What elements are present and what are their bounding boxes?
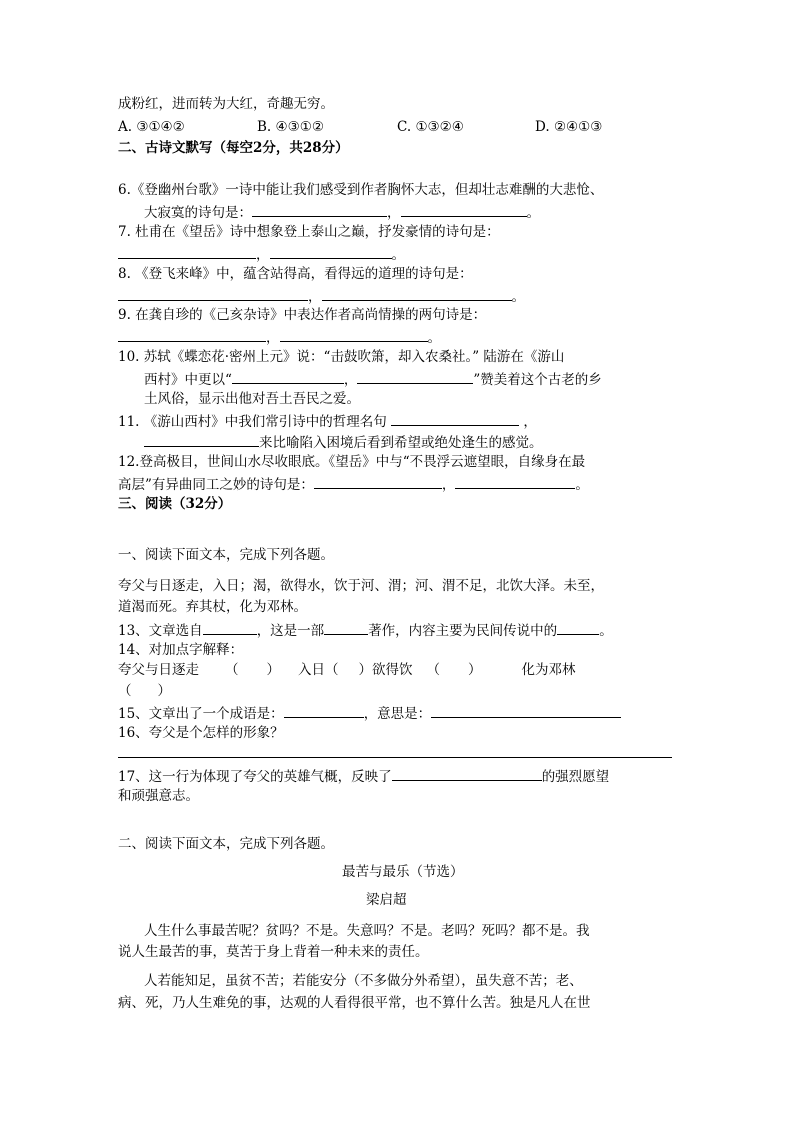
q13-blank-3[interactable] — [557, 619, 599, 635]
reading2-title: 最苦与最乐（节选） — [342, 864, 464, 880]
section3-heading: 三、阅读（32分） — [118, 496, 232, 512]
q8-blank-1[interactable] — [118, 285, 308, 301]
q12-line1: 12.登高极目，世间山水尽收眼底。《望岳》中与“不畏浮云遮望眼，自缘身在最 — [118, 454, 586, 470]
q8-blank-2[interactable] — [322, 285, 512, 301]
q10-blank-1[interactable] — [232, 368, 344, 384]
reading1-passage-line1: 夸父与日逐走，入日；渴，欲得水，饮于河、渭；河、渭不足，北饮大泽。未至， — [118, 578, 604, 594]
q13-line: 13、文章选自 ，这是一部 著作，内容主要为民间传说中的 。 — [118, 619, 613, 641]
q10-line3: 土风俗，显示出他对吾土吾民之爱。 — [144, 391, 360, 407]
q9-blank-2[interactable] — [280, 326, 428, 342]
q6-line1: 6.《登幽州台歌》一诗中能让我们感受到作者胸怀大志，但却壮志难酬的大悲怆、 — [118, 182, 604, 198]
q12-line2: 高层”有异曲同工之妙的诗句是： ， 。 — [118, 473, 589, 495]
q7-line1: 7. 杜甫在《望岳》诗中想象登上泰山之巅，抒发豪情的诗句是： — [118, 224, 500, 240]
reading2-p1-line2: 说人生最苦的事，莫苦于身上背着一种未来的责任。 — [118, 944, 429, 960]
reading2-p2-line1: 人若能知足，虽贫不苦；若能安分（不多做分外希望），虽失意不苦；老、 — [144, 973, 583, 989]
q14-paren-line: （ ） — [118, 683, 171, 699]
option-d: D. ②④①③ — [535, 119, 603, 135]
q8-line2: ， 。 — [118, 285, 525, 307]
q16-answer-line[interactable] — [118, 757, 672, 758]
option-c: C. ①③②④ — [397, 119, 464, 135]
q11-line2: 来比喻陷入困境后看到希望或绝处逢生的感觉。 — [144, 431, 543, 453]
q10-blank-2[interactable] — [357, 368, 473, 384]
q13-blank-2[interactable] — [324, 619, 368, 635]
q17-blank[interactable] — [392, 765, 542, 781]
reading2-author: 梁启超 — [366, 892, 407, 908]
q14-heading: 14、对加点字解释： — [118, 642, 244, 658]
reading2-p1-line1: 人生什么事最苦呢？贫吗？不是。失意吗？不是。老吗？死吗？都不是。我 — [144, 923, 590, 939]
q7-line2: ， 。 — [118, 243, 405, 265]
q9-line1: 9. 在龚自珍的《己亥杂诗》中表达作者高尚情操的两句诗是： — [118, 307, 487, 323]
q14-items: 夸父与日逐走 （ ） 入日（ ）欲得饮 （ ） 化为邓林 — [118, 662, 576, 678]
q15-line: 15、文章出了一个成语是： ，意思是： — [118, 702, 621, 724]
section2-heading: 二、古诗文默写（每空2分，共28分） — [118, 140, 349, 156]
q9-blank-1[interactable] — [118, 326, 266, 342]
q16-line: 16、夸父是个怎样的形象？ — [118, 725, 284, 741]
reading2-heading: 二、阅读下面文本，完成下列各题。 — [118, 836, 334, 852]
q17-line2: 和顽强意志。 — [118, 788, 199, 804]
reading2-p2-line2: 病、死，乃人生难免的事，达观的人看得很平常，也不算什么苦。独是凡人在世 — [118, 995, 591, 1011]
q9-line2: ， 。 — [118, 326, 441, 348]
option-a: A. ③①④② — [118, 119, 185, 135]
q17-line1: 17、这一行为体现了夸父的英雄气概，反映了 的强烈愿望 — [118, 765, 609, 787]
q11-blank-2[interactable] — [144, 431, 259, 447]
q10-line2: 西村》中更以“ ， ”赞美着这个古老的乡 — [144, 368, 602, 390]
q11-blank-1[interactable] — [391, 410, 519, 426]
intro-tail: 成粉红，进而转为大红，奇趣无穷。 — [118, 96, 334, 112]
reading1-passage-line2: 道渴而死。弃其杖，化为邓林。 — [118, 599, 307, 615]
reading1-heading: 一、阅读下面文本，完成下列各题。 — [118, 547, 334, 563]
q7-blank-2[interactable] — [270, 243, 392, 259]
q6-blank-1[interactable] — [252, 201, 387, 217]
q12-blank-2[interactable] — [455, 473, 575, 489]
q10-line1: 10. 苏轼《蝶恋花·密州上元》说：“击鼓吹箫，却入农桑社。” 陆游在《游山 — [118, 349, 565, 365]
q7-blank-1[interactable] — [118, 243, 256, 259]
q11-line1: 11. 《游山西村》中我们常引诗中的哲理名句 ， — [118, 410, 537, 432]
q6-blank-2[interactable] — [401, 201, 527, 217]
option-b: B. ④③①② — [257, 119, 324, 135]
q12-blank-1[interactable] — [314, 473, 442, 489]
q13-blank-1[interactable] — [203, 619, 257, 635]
q15-blank-1[interactable] — [284, 702, 364, 718]
q15-blank-2[interactable] — [431, 702, 621, 718]
q8-line1: 8. 《登飞来峰》中，蕴含站得高，看得远的道理的诗句是： — [118, 266, 473, 282]
q6-line2: 大寂寞的诗句是： ， 。 — [144, 201, 540, 223]
